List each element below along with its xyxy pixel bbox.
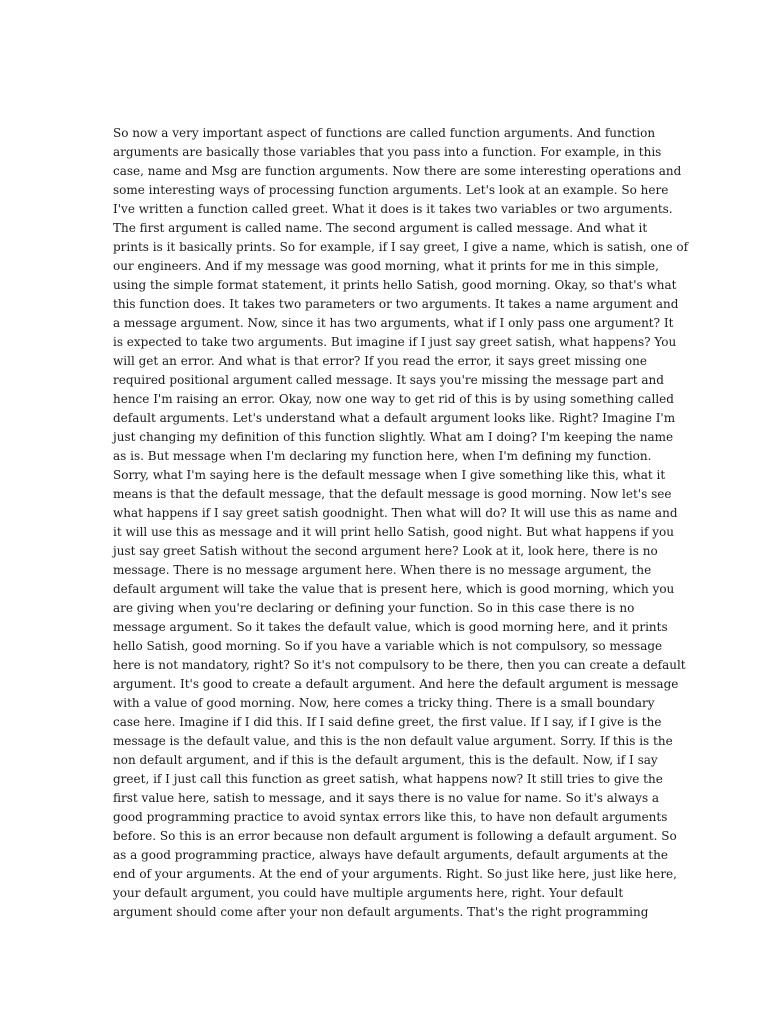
text-line: prints is it basically prints. So for example, if I say greet, I give a name, which is satish, one of [113,240,689,254]
text-line: before. So this is an error because non default argument is following a default argument. So [113,829,677,843]
text-line: The first argument is called name. The second argument is called message. And what it [113,221,648,235]
transcript-paragraph [113,124,689,922]
text-line: hello Satish, good morning. So if you have a variable which is not compulsory, so message [113,639,663,653]
text-line: case here. Imagine if I did this. If I said define greet, the first value. If I say, if I give is the [113,715,662,729]
text-line: will get an error. And what is that error? If you read the error, it says greet missing one [113,354,647,368]
text-line: I've written a function called greet. What it does is it takes two variables or two arguments. [113,202,673,216]
text-line: is expected to take two arguments. But imagine if I just say greet satish, what happens? You [113,335,677,349]
text-line: case, name and Msg are function arguments. Now there are some interesting operations and [113,164,682,178]
text-line: with a value of good morning. Now, here comes a tricky thing. There is a small boundary [113,696,655,710]
text-line: So now a very important aspect of functions are called function arguments. And function [113,126,656,140]
text-line: first value here, satish to message, and it says there is no value for name. So it's always a [113,791,660,805]
text-line: this function does. It takes two parameters or two arguments. It takes a name argument and [113,297,679,311]
text-line: required positional argument called message. It says you're missing the message part and [113,373,664,387]
text-line: message argument. So it takes the default value, which is good morning here, and it prints [113,620,668,634]
text-line: argument should come after your non default arguments. That's the right programming [113,905,649,919]
text-line: just say greet Satish without the second argument here? Look at it, look here, there is no [113,544,658,558]
text-line: as is. But message when I'm declaring my function here, when I'm defining my function. [113,449,652,463]
text-line: end of your arguments. At the end of your arguments. Right. So just like here, just like here, [113,867,677,881]
text-line: default arguments. Let's understand what a default argument looks like. Right? Imagine I'm [113,411,676,425]
text-line: here is not mandatory, right? So it's not compulsory to be there, then you can create a default [113,658,686,672]
text-line: it will use this as message and it will print hello Satish, good night. But what happens if you [113,525,674,539]
text-line: hence I'm raising an error. Okay, now one way to get rid of this is by using something called [113,392,674,406]
text-line: a message argument. Now, since it has two arguments, what if I only pass one argument? It [113,316,674,330]
text-line: as a good programming practice, always have default arguments, default arguments at the [113,848,668,862]
text-line: non default argument, and if this is the default argument, this is the default. Now, if I say [113,753,658,767]
text-line: default argument will take the value that is present here, which is good morning, which you [113,582,675,596]
text-line: message. There is no message argument here. When there is no message argument, the [113,563,652,577]
text-line: some interesting ways of processing function arguments. Let's look at an example. So here [113,183,669,197]
text-line: using the simple format statement, it prints hello Satish, good morning. Okay, so that's what [113,278,677,292]
text-line: means is that the default message, that the default message is good morning. Now let's see [113,487,672,501]
text-line: arguments are basically those variables that you pass into a function. For example, in this [113,145,662,159]
text-line: message is the default value, and this is the non default value argument. Sorry. If this is the [113,734,673,748]
text-line: what happens if I say greet satish goodnight. Then what will do? It will use this as name and [113,506,678,520]
text-line: argument. It's good to create a default argument. And here the default argument is message [113,677,679,691]
text-line: your default argument, you could have multiple arguments here, right. Your default [113,886,624,900]
text-line: greet, if I just call this function as greet satish, what happens now? It still tries to give the [113,772,663,786]
text-line: are giving when you're declaring or defining your function. So in this case there is no [113,601,635,615]
text-line: good programming practice to avoid syntax errors like this, to have non default arguments [113,810,668,824]
text-line: Sorry, what I'm saying here is the default message when I give something like this, what it [113,468,666,482]
text-line: our engineers. And if my message was good morning, what it prints for me in this simple, [113,259,659,273]
text-line: just changing my definition of this function slightly. What am I doing? I'm keeping the name [113,430,674,444]
